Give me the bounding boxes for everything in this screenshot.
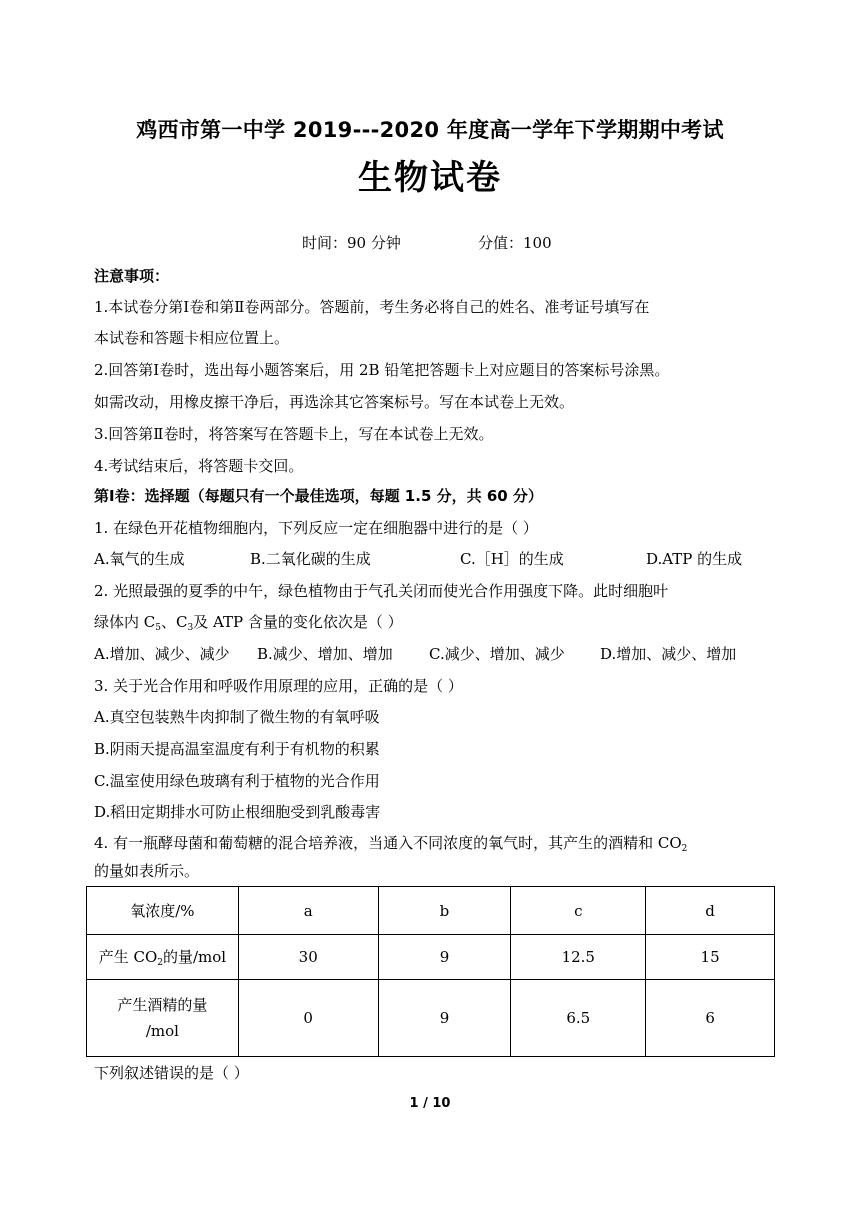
r1-label-pre: 产生 CO (98, 948, 158, 966)
q2-text-pre: 绿体内 C (94, 613, 156, 631)
table-cell: 9 (378, 980, 511, 1057)
question-3-option-c: C.温室使用绿色玻璃有利于植物的光合作用 (94, 772, 380, 790)
exam-title: 鸡西市第一中学 2019---2020 年度高一学年下学期期中考试 (136, 118, 724, 142)
table-cell: 0 (238, 980, 378, 1057)
q4-sub-2: 2 (681, 844, 688, 854)
question-3-stem: 3. 关于光合作用和呼吸作用原理的应用，正确的是（ ） (94, 677, 463, 695)
table-row (87, 935, 775, 980)
question-4-stem-cont: 的量如表所示。 (94, 862, 200, 880)
question-2-option-b: B.减少、增加、增加 (257, 645, 393, 663)
table-cell: 9 (378, 935, 511, 980)
question-2-option-c: C.减少、增加、减少 (429, 645, 565, 663)
exam-score: 分值：100 (478, 234, 552, 252)
question-4-followup: 下列叙述错误的是（ ） (94, 1064, 249, 1082)
table-cell: 30 (238, 935, 378, 980)
question-3-option-d: D.稻田定期排水可防止根细胞受到乳酸毒害 (94, 803, 381, 821)
exam-subtitle: 生物试卷 (358, 158, 502, 198)
r2-label-b: /mol (145, 1022, 179, 1040)
q2-sep: 、C (160, 613, 188, 631)
section-heading: 第Ⅰ卷：选择题（每题只有一个最佳选项，每题 1.5 分，共 60 分） (94, 487, 543, 505)
question-2-option-a: A.增加、减少、减少 (94, 645, 230, 663)
table-header-cell: b (378, 887, 511, 935)
table-cell: 6 (646, 980, 775, 1057)
q2-sub-3: 3 (187, 623, 194, 633)
question-3-option-a: A.真空包装熟牛肉抑制了微生物的有氧呼吸 (94, 708, 380, 726)
table-cell: 12.5 (511, 935, 646, 980)
question-4-stem (94, 833, 687, 853)
exam-time: 时间：90 分钟 (302, 234, 401, 252)
question-2-stem: 2. 光照最强的夏季的中午，绿色植物由于气孔关闭而使光合作用强度下降。此时细胞叶 (94, 582, 669, 600)
notice-item-3: 3.回答第Ⅱ卷时，将答案写在答题卡上，写在本试卷上无效。 (94, 425, 494, 443)
table-header-cell: a (238, 887, 378, 935)
page-number: 1 / 10 (409, 1096, 451, 1111)
question-1-option-b: B.二氧化碳的生成 (250, 550, 371, 568)
notice-item-1: 1.本试卷分第Ⅰ卷和第Ⅱ卷两部分。答题前，考生务必将自己的姓名、准考证号填写在 (94, 298, 650, 316)
question-2-stem-cont (94, 612, 403, 632)
notice-item-2-cont: 如需改动，用橡皮擦干净后，再选涂其它答案标号。写在本试卷上无效。 (94, 393, 575, 411)
question-1-option-c: C.［H］的生成 (460, 550, 564, 568)
r2-label-a: 产生酒精的量 (117, 996, 208, 1014)
table-row (87, 980, 775, 1057)
question-1-option-a: A.氧气的生成 (94, 550, 185, 568)
table-header-cell: c (511, 887, 646, 935)
table-cell: 6.5 (511, 980, 646, 1057)
q2-text-post: 及 ATP 含量的变化依次是（ ） (193, 613, 403, 631)
table-cell: 15 (646, 935, 775, 980)
question-2-option-d: D.增加、减少、增加 (600, 645, 737, 663)
table-header-cell: d (646, 887, 775, 935)
question-3-option-b: B.阴雨天提高温室温度有利于有机物的积累 (94, 740, 380, 758)
q2-sub-5: 5 (155, 623, 161, 633)
notice-item-1-cont: 本试卷和答题卡相应位置上。 (94, 329, 290, 347)
question-1-stem: 1. 在绿色开花植物细胞内，下列反应一定在细胞器中进行的是（ ） (94, 519, 538, 537)
notice-heading: 注意事项： (94, 267, 170, 285)
notice-item-2: 2.回答第Ⅰ卷时，选出每小题答案后，用 2B 铅笔把答题卡上对应题目的答案标号涂黑。 (94, 361, 670, 379)
table-row (87, 887, 775, 935)
oxygen-table (86, 886, 775, 1057)
table-row-label (87, 980, 239, 1057)
notice-item-4: 4.考试结束后，将答题卡交回。 (94, 457, 304, 475)
q4-text: 4. 有一瓶酵母菌和葡萄糖的混合培养液，当通入不同浓度的氧气时，其产生的酒精和 CO (94, 834, 682, 852)
r1-label-sub: 2 (157, 958, 163, 968)
r1-label-post: 的量/mol (162, 948, 227, 966)
question-1-option-d: D.ATP 的生成 (646, 550, 743, 568)
table-row-label (87, 935, 239, 980)
table-header-cell: 氧浓度/% (87, 887, 239, 935)
